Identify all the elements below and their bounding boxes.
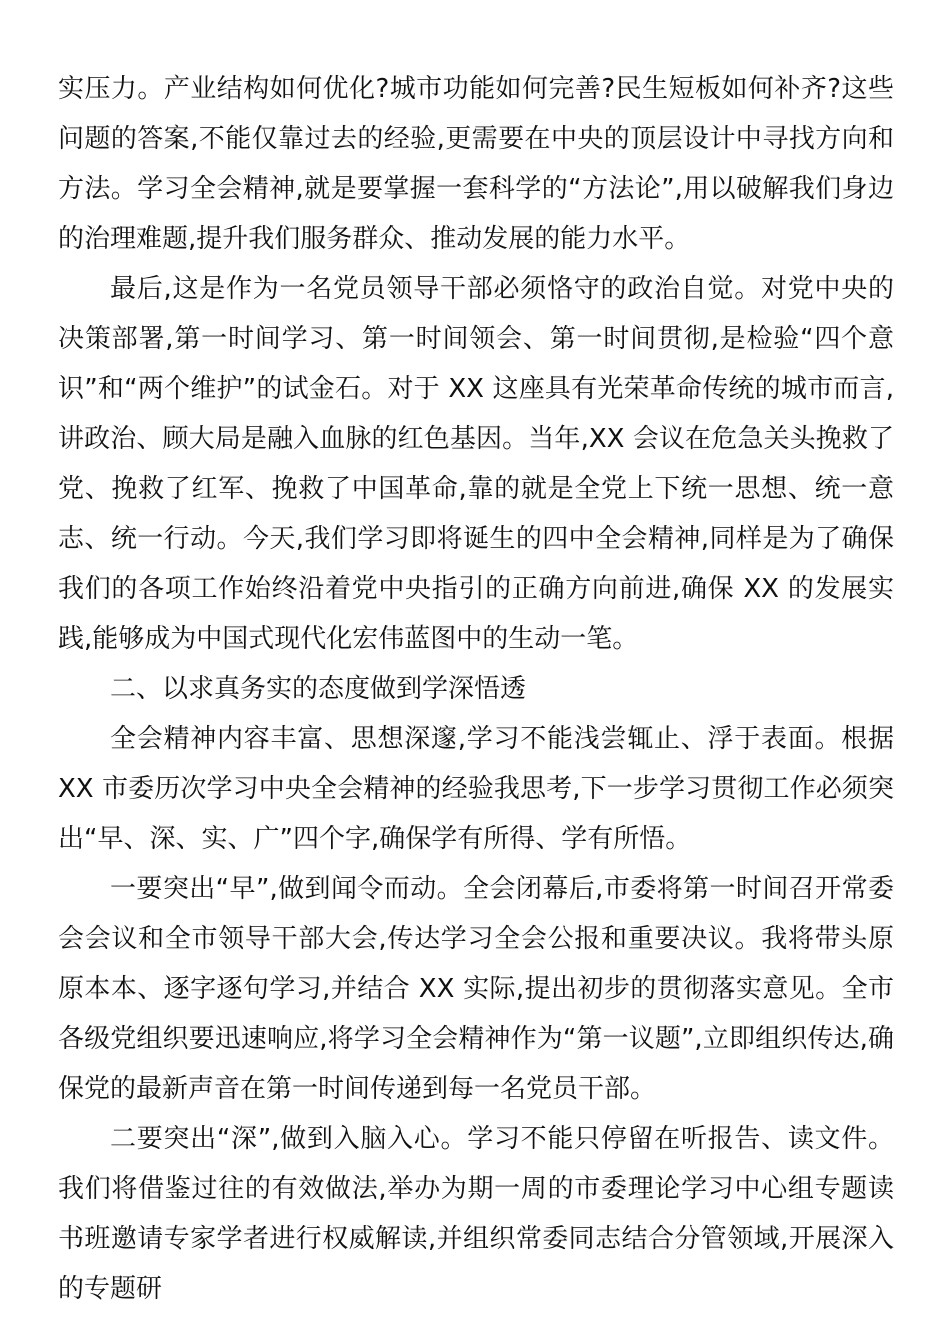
paragraph-2: 最后,这是作为一名党员领导干部必须恪守的政治自觉。对党中央的决策部署,第一时间学习、第一时间领会、第一时间贯彻,是检验“四个意识”和“两个维护”的试金石。对于 XX 这座具有光荣革命传统的城市而言,讲政治、顾大局是融入血脉的红色基因。当年,XX 会议在危急关头挽救了党、挽救了红军、挽救了中国革命,靠的就是全党上下统一思想、统一意志、统一行动。今天,我们学习即将诞生的四中全会精神,同样是为了确保我们的各项工作始终沿着党中央指引的正确方向前进,确保 XX 的发展实践,能够成为中国式现代化宏伟蓝图中的生动一笔。 (58, 274, 894, 654)
paragraph-4: 一要突出“早”,做到闻令而动。全会闭幕后,市委将第一时间召开常委会会议和全市领导干部大会,传达学习全会公报和重要决议。我将带头原原本本、逐字逐句学习,并结合 XX 实际,提出初步的贯彻落实意见。全市各级党组织要迅速响应,将学习全会精神作为“第一议题”,立即组织传达,确保党的最新声音在第一时间传递到每一名党员干部。 (58, 874, 894, 1104)
paragraph-1: 实压力。产业结构如何优化?城市功能如何完善?民生短板如何补齐?这些问题的答案,不能仅靠过去的经验,更需要在中央的顶层设计中寻找方向和方法。学习全会精神,就是要掌握一套科学的“方法论”,用以破解我们身边的治理难题,提升我们服务群众、推动发展的能力水平。 (58, 74, 894, 254)
paragraph-3: 全会精神内容丰富、思想深邃,学习不能浅尝辄止、浮于表面。根据 XX 市委历次学习中央全会精神的经验我思考,下一步学习贯彻工作必须突出“早、深、实、广”四个字,确保学有所得、学有所悟。 (58, 724, 894, 854)
section-heading: 二、以求真务实的态度做到学深悟透 (110, 674, 527, 704)
paragraph-5: 二要突出“深”,做到入脑入心。学习不能只停留在听报告、读文件。我们将借鉴过往的有效做法,举办为期一周的市委理论学习中心组专题读书班邀请专家学者进行权威解读,并组织常委同志结合分管领域,开展深入的专题研 (58, 1124, 894, 1304)
document-page (58, 64, 894, 1314)
